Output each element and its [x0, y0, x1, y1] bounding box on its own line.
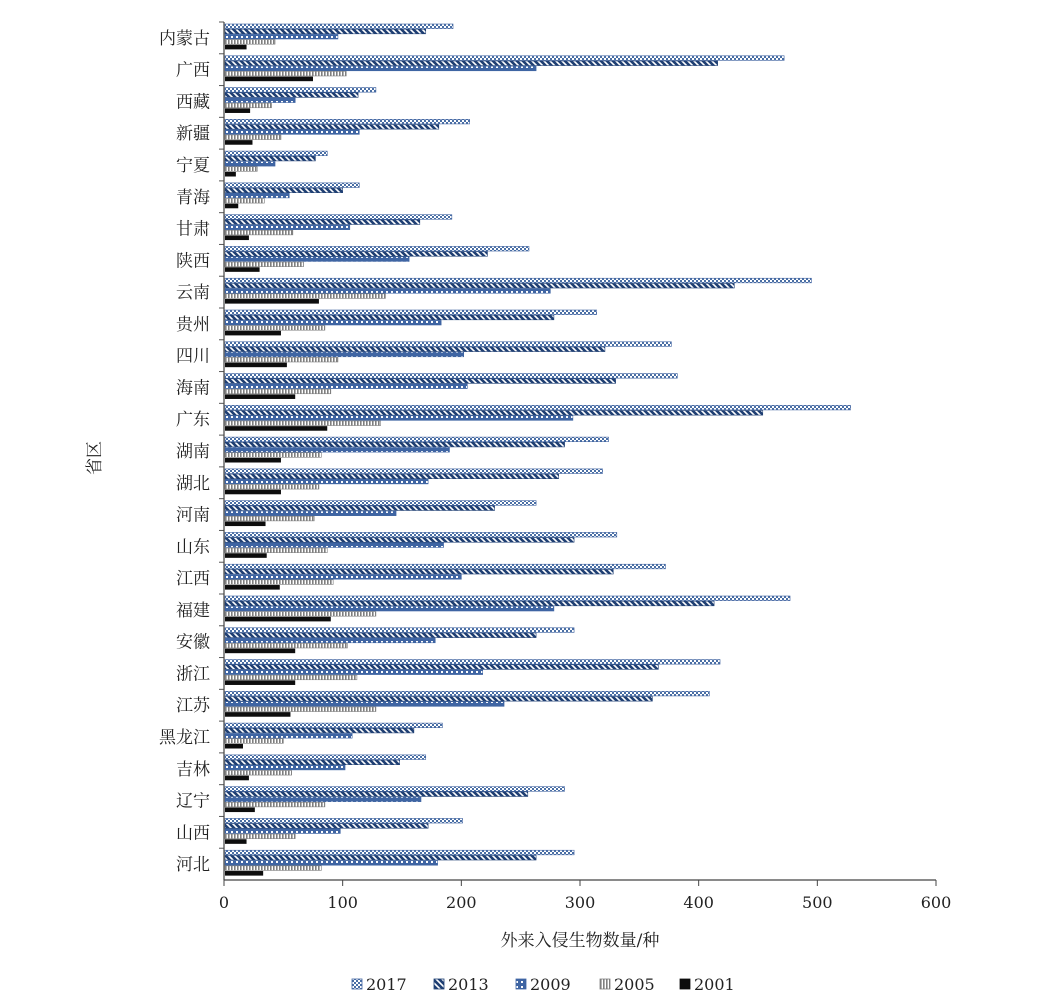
bar-2017-黑龙江: [225, 723, 442, 728]
bar-2001-安徽: [225, 649, 295, 654]
category-label: 湖北: [176, 473, 210, 494]
bar-2009-新疆: [225, 130, 359, 135]
bar-2009-西藏: [225, 98, 295, 103]
bar-2013-海南: [225, 379, 616, 384]
bar-2001-西藏: [225, 108, 250, 113]
bar-2013-江苏: [225, 697, 652, 702]
bar-2017-海南: [225, 374, 677, 379]
bar-2001-吉林: [225, 776, 249, 781]
bar-2005-辽宁: [225, 802, 325, 807]
bar-2001-贵州: [225, 331, 281, 336]
category-label: 福建: [176, 600, 210, 621]
bar-2013-河北: [225, 855, 536, 860]
bar-2013-辽宁: [225, 792, 528, 797]
bar-2017-安徽: [225, 628, 574, 633]
bar-2001-河北: [225, 871, 263, 876]
bar-2009-湖北: [225, 479, 428, 484]
bar-2005-河北: [225, 866, 321, 871]
bar-2001-广西: [225, 77, 313, 82]
bar-2005-安徽: [225, 643, 347, 648]
bar-2013-浙江: [225, 665, 658, 670]
bar-2013-广西: [225, 61, 718, 66]
bar-2005-西藏: [225, 103, 271, 108]
bar-2017-山西: [225, 818, 463, 823]
bar-2005-山东: [225, 548, 327, 553]
bar-2017-青海: [225, 183, 359, 188]
bar-2009-安徽: [225, 638, 435, 643]
bar-2005-浙江: [225, 675, 357, 680]
bar-2005-新疆: [225, 135, 281, 140]
legend-swatch-2009: [516, 979, 526, 989]
bar-2005-广西: [225, 71, 346, 76]
category-label: 浙江: [176, 664, 210, 685]
bar-2001-广东: [225, 426, 327, 431]
bar-2017-云南: [225, 278, 811, 283]
bar-2001-浙江: [225, 680, 295, 685]
bar-2001-江西: [225, 585, 280, 590]
bar-2013-贵州: [225, 315, 554, 320]
bar-2013-湖北: [225, 474, 559, 479]
bar-2017-山东: [225, 532, 617, 537]
bar-2017-宁夏: [225, 151, 327, 156]
category-label: 广东: [176, 410, 210, 431]
bar-2009-河南: [225, 511, 396, 516]
category-label: 安徽: [176, 632, 210, 653]
bar-2009-黑龙江: [225, 734, 352, 739]
bar-2001-黑龙江: [225, 744, 243, 749]
bar-2017-广西: [225, 56, 784, 61]
category-label: 河南: [176, 505, 210, 526]
legend-label-2005: 2005: [614, 975, 655, 994]
bar-2009-云南: [225, 289, 550, 294]
bar-2001-四川: [225, 363, 287, 368]
x-tick-label: 300: [564, 893, 596, 912]
category-label: 海南: [176, 378, 210, 399]
category-label: 江西: [176, 569, 210, 590]
bar-2005-黑龙江: [225, 739, 283, 744]
bar-2009-山东: [225, 543, 444, 548]
bar-2001-宁夏: [225, 172, 236, 177]
bar-2005-山西: [225, 834, 295, 839]
bar-2013-山东: [225, 538, 574, 543]
bar-2017-广东: [225, 405, 851, 410]
bar-2009-福建: [225, 606, 554, 611]
category-label: 内蒙古: [159, 28, 210, 49]
bar-2001-辽宁: [225, 807, 255, 812]
category-label: 吉林: [176, 759, 210, 780]
category-label: 四川: [176, 346, 210, 367]
bar-2013-河南: [225, 506, 495, 511]
bar-2013-云南: [225, 283, 734, 288]
bar-2017-河南: [225, 501, 536, 506]
bar-2013-内蒙古: [225, 29, 426, 34]
bar-2017-河北: [225, 850, 574, 855]
bar-2001-新疆: [225, 140, 252, 145]
bar-2017-陕西: [225, 246, 529, 251]
bar-2013-西藏: [225, 93, 358, 98]
legend-swatch-2005: [600, 979, 610, 989]
category-label: 山西: [176, 823, 210, 844]
legend-swatch-2013: [434, 979, 444, 989]
legend: [352, 975, 735, 994]
bar-2009-贵州: [225, 320, 441, 325]
category-label: 新疆: [176, 124, 210, 145]
bar-2009-海南: [225, 384, 467, 389]
bar-2009-广东: [225, 416, 573, 421]
bar-2009-内蒙古: [225, 34, 338, 39]
bar-2005-江苏: [225, 707, 376, 712]
bar-2001-湖南: [225, 458, 281, 463]
legend-label-2013: 2013: [448, 975, 489, 994]
bar-2005-广东: [225, 421, 381, 426]
bar-2001-陕西: [225, 267, 260, 272]
bar-2013-湖南: [225, 442, 565, 447]
bar-2013-甘肃: [225, 220, 420, 225]
bar-2013-新疆: [225, 125, 439, 130]
legend-swatch-2001: [680, 979, 690, 989]
bar-2005-湖南: [225, 453, 321, 458]
category-label: 江苏: [176, 696, 210, 717]
bar-2005-吉林: [225, 770, 292, 775]
legend-label-2009: 2009: [530, 975, 571, 994]
bar-2005-云南: [225, 294, 385, 299]
bar-2009-辽宁: [225, 797, 421, 802]
category-label: 宁夏: [176, 156, 210, 176]
bar-2005-四川: [225, 357, 338, 362]
bar-2013-四川: [225, 347, 605, 352]
bar-2009-吉林: [225, 765, 345, 770]
bar-2009-青海: [225, 193, 289, 198]
bar-2009-浙江: [225, 670, 483, 675]
x-tick-label: 500: [802, 893, 833, 912]
x-tick-label: 400: [683, 893, 714, 912]
bar-2009-广西: [225, 66, 536, 71]
bar-2013-福建: [225, 601, 714, 606]
bar-2009-陕西: [225, 257, 409, 262]
bar-2013-江西: [225, 569, 613, 574]
category-label: 西藏: [176, 92, 210, 113]
bar-2013-广东: [225, 411, 763, 416]
bar-2005-陕西: [225, 262, 304, 267]
bar-2005-贵州: [225, 326, 325, 331]
category-label: 湖南: [176, 442, 210, 462]
bar-2005-内蒙古: [225, 40, 275, 45]
bar-2009-甘肃: [225, 225, 350, 230]
bar-2005-甘肃: [225, 230, 293, 235]
bar-2001-云南: [225, 299, 319, 304]
category-label: 黑龙江: [159, 728, 210, 748]
bar-2001-湖北: [225, 490, 281, 495]
bar-2013-吉林: [225, 760, 400, 765]
legend-label-2001: 2001: [694, 975, 735, 994]
bar-2001-山东: [225, 553, 267, 558]
bar-2005-河南: [225, 516, 314, 521]
bar-2001-山西: [225, 839, 247, 844]
bar-2005-海南: [225, 389, 331, 394]
category-label: 陕西: [176, 251, 210, 272]
legend-swatch-2017: [352, 979, 362, 989]
bar-2009-河北: [225, 861, 438, 866]
bar-2017-西藏: [225, 88, 376, 93]
bar-2017-浙江: [225, 660, 720, 665]
category-label: 甘肃: [176, 219, 210, 240]
x-axis-title: 外来入侵生物数量/种: [500, 931, 660, 951]
bar-2017-新疆: [225, 119, 470, 124]
bar-2017-甘肃: [225, 215, 452, 220]
bar-2017-湖北: [225, 469, 603, 474]
bar-2001-海南: [225, 394, 295, 399]
bar-2005-江西: [225, 580, 333, 585]
bar-2017-四川: [225, 342, 671, 347]
bar-2001-内蒙古: [225, 45, 247, 50]
bar-2013-陕西: [225, 252, 487, 257]
bar-2009-四川: [225, 352, 464, 357]
x-tick-label: 600: [920, 893, 952, 912]
legend-label-2017: 2017: [366, 975, 407, 994]
category-label: 山东: [176, 537, 210, 558]
bar-2017-吉林: [225, 755, 426, 760]
category-label: 贵州: [176, 314, 210, 335]
category-label: 青海: [176, 187, 210, 208]
bar-2017-江苏: [225, 691, 709, 696]
category-label: 广西: [176, 60, 210, 81]
bar-2001-江苏: [225, 712, 290, 717]
x-tick-label: 100: [327, 893, 358, 912]
bar-2013-青海: [225, 188, 343, 193]
bar-2017-贵州: [225, 310, 597, 315]
bar-2013-安徽: [225, 633, 536, 638]
bar-2013-宁夏: [225, 156, 315, 161]
bar-2001-河南: [225, 521, 266, 526]
bar-2009-宁夏: [225, 162, 275, 167]
category-label: 河北: [176, 855, 210, 876]
bar-2017-江西: [225, 564, 665, 569]
bar-2001-青海: [225, 204, 238, 209]
bar-2005-青海: [225, 198, 264, 203]
category-label: 云南: [176, 283, 210, 304]
bar-2001-甘肃: [225, 235, 249, 240]
bar-2017-辽宁: [225, 787, 565, 792]
bar-2005-福建: [225, 612, 376, 617]
bar-2009-湖南: [225, 448, 449, 453]
bar-2013-黑龙江: [225, 728, 414, 733]
x-tick-label: 0: [218, 893, 230, 912]
bar-2005-湖北: [225, 484, 319, 489]
bar-2013-山西: [225, 824, 428, 829]
bar-2017-湖南: [225, 437, 608, 442]
bar-2009-山西: [225, 829, 340, 834]
bar-2001-福建: [225, 617, 331, 622]
category-label: 辽宁: [176, 791, 210, 812]
bar-2009-江苏: [225, 702, 504, 707]
y-axis-title: 省区: [85, 441, 105, 475]
bar-2009-江西: [225, 575, 461, 580]
bar-2017-内蒙古: [225, 24, 453, 29]
x-tick-label: 200: [446, 893, 477, 912]
bar-2017-福建: [225, 596, 790, 601]
bar-2005-宁夏: [225, 167, 257, 172]
